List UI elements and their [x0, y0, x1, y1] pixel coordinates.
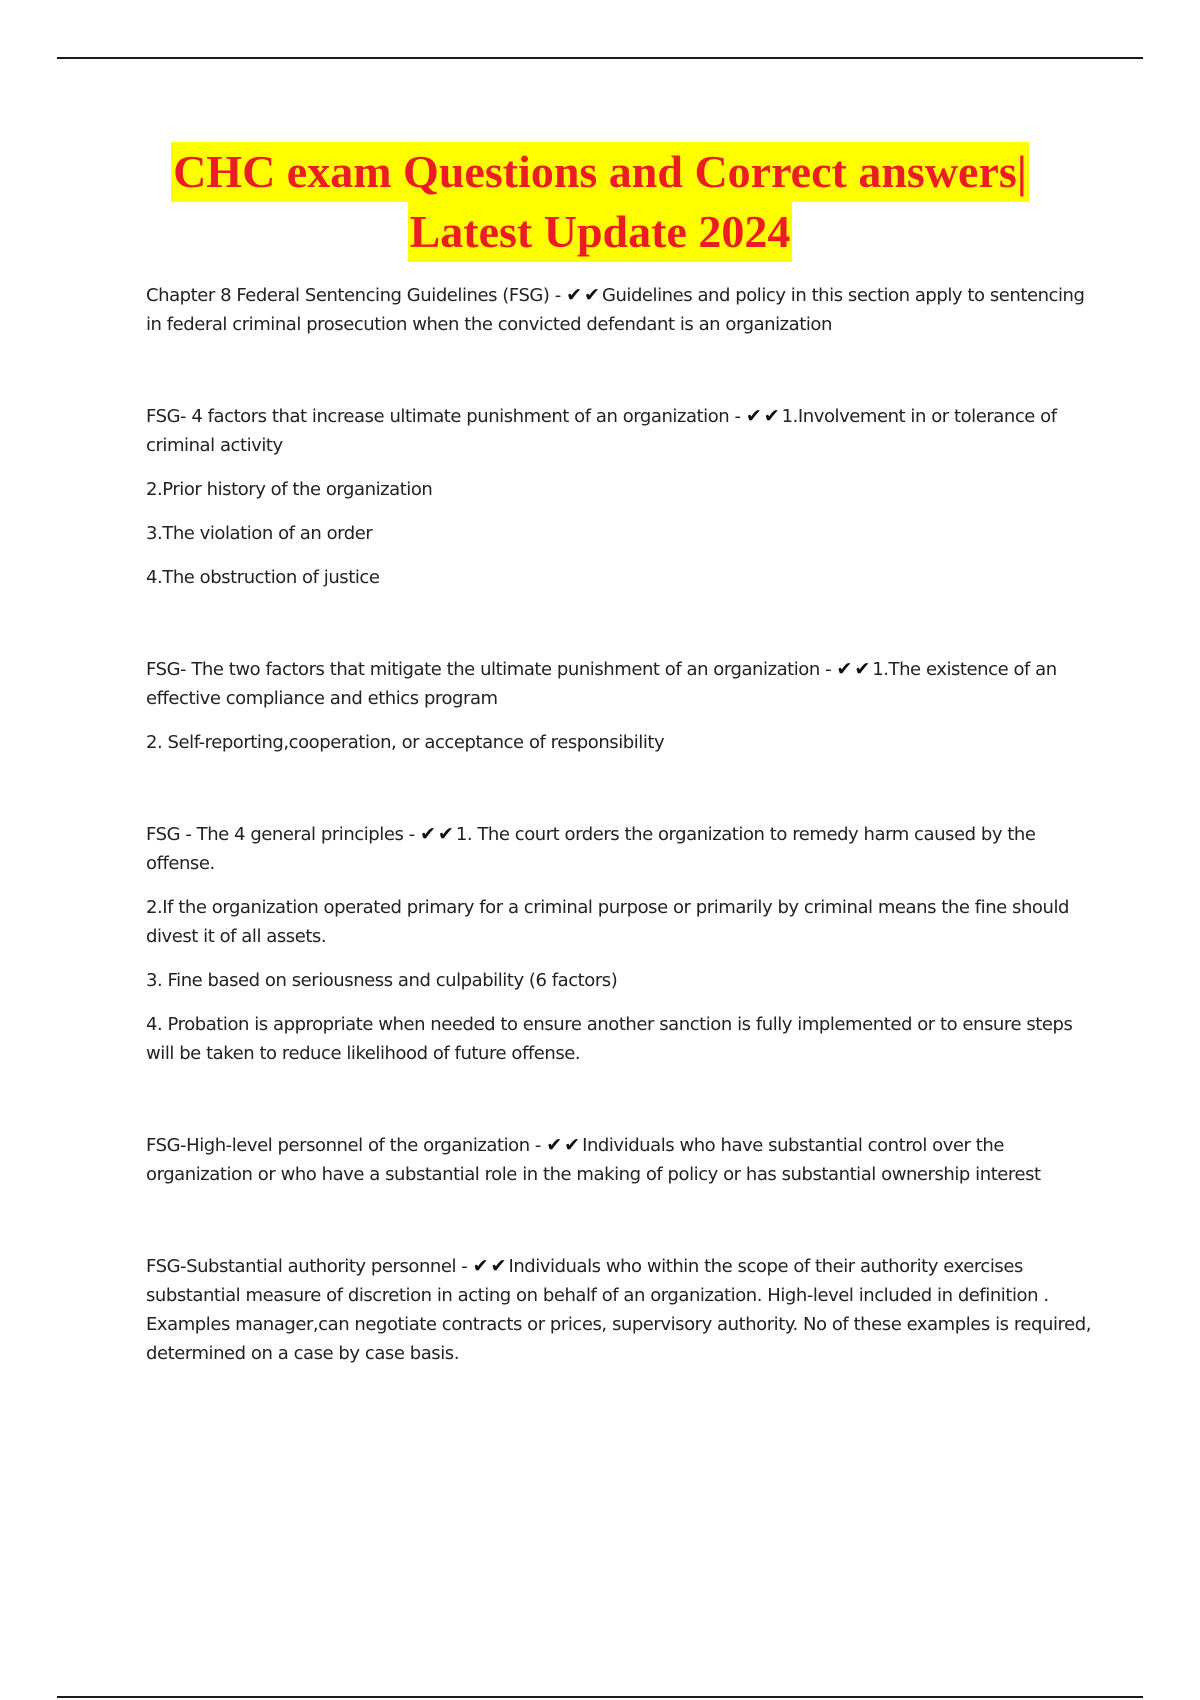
qa-question-answer [146, 281, 1096, 339]
qa-entry-substantial-authority [146, 1252, 1096, 1368]
answer-item: 3.The violation of an order [146, 523, 373, 544]
check-mark-icon: ✔✔ [836, 658, 873, 680]
page-title [0, 142, 1200, 262]
check-mark-icon: ✔✔ [566, 284, 602, 306]
question-text: Chapter 8 Federal Sentencing Guidelines (FSG) - [146, 285, 567, 306]
answer-text: 1. The court orders the organization to remedy harm caused by the offense. [146, 824, 1036, 874]
qa-entry-fsg-chapter-8 [146, 281, 1096, 339]
check-mark-icon: ✔✔ [419, 823, 456, 845]
qa-entry-general-principles [146, 820, 1096, 1068]
answer-text: Individuals who have substantial control over the organization or who have a substantial role in the making of policy or has substantial ownership interest [146, 1135, 1041, 1185]
answer-text: Guidelines and policy in this section apply to sentencing in federal criminal prosecution when the convicted defendant is an organization [146, 285, 1085, 335]
check-mark-icon: ✔✔ [745, 405, 782, 427]
answer-item: 4. Probation is appropriate when needed to ensure another sanction is fully implemented or to ensure steps will be taken to reduce likelihood of future offense. [146, 1014, 1073, 1064]
question-text: FSG-Substantial authority personnel - [146, 1256, 473, 1277]
answer-text: Individuals who within the scope of their authority exercises substantial measure of discretion in acting on behalf of an organization. High-level included in definition . Examples manager,can negotiate contracts or prices, supervisory authority. No of these examples is required, determined on a case by case basis. [146, 1256, 1091, 1364]
qa-question-answer [146, 1131, 1096, 1189]
answer-item: 3. Fine based on seriousness and culpability (6 factors) [146, 970, 618, 991]
qa-entry-increase-factors [146, 402, 1096, 592]
answer-item: 4.The obstruction of justice [146, 567, 380, 588]
question-text: FSG- The two factors that mitigate the ultimate punishment of an organization - [146, 659, 837, 680]
title-line-1: CHC exam Questions and Correct answers| [171, 142, 1029, 202]
qa-question-answer [146, 1252, 1096, 1368]
check-mark-icon: ✔✔ [546, 1134, 583, 1156]
question-text: FSG-High-level personnel of the organization - [146, 1135, 547, 1156]
check-mark-icon: ✔✔ [472, 1255, 509, 1277]
question-text: FSG- 4 factors that increase ultimate punishment of an organization - [146, 406, 746, 427]
qa-entry-mitigating-factors [146, 655, 1096, 757]
answer-item: 2.Prior history of the organization [146, 479, 433, 500]
title-line-2: Latest Update 2024 [408, 202, 793, 262]
answer-text: 1.Involvement in or tolerance of criminal activity [146, 406, 1057, 456]
question-text: FSG - The 4 general principles - [146, 824, 420, 845]
answer-text: 1.The existence of an effective compliance and ethics program [146, 659, 1057, 709]
qa-question-answer [146, 655, 1096, 713]
qa-list [146, 281, 1096, 1368]
qa-question-answer [146, 402, 1096, 460]
qa-question-answer [146, 820, 1096, 878]
top-rule [57, 57, 1143, 59]
answer-item: 2. Self-reporting,cooperation, or acceptance of responsibility [146, 732, 665, 753]
bottom-rule [57, 1696, 1143, 1698]
answer-item: 2.If the organization operated primary for a criminal purpose or primarily by criminal means the fine should divest it of all assets. [146, 897, 1069, 947]
qa-entry-high-level-personnel [146, 1131, 1096, 1189]
